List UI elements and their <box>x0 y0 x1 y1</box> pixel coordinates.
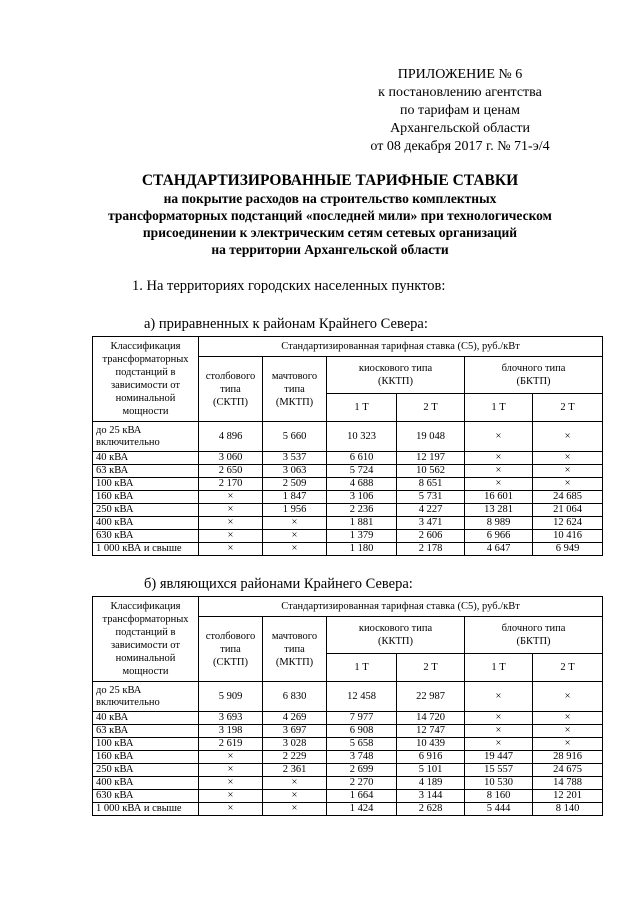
table-row <box>93 764 603 777</box>
rate-cell-bktp2: × <box>533 452 603 465</box>
rate-cell-kktp2: 19 048 <box>397 422 465 452</box>
kiosk-1t-header: 1 Т <box>327 394 397 422</box>
rate-cell-kktp1: 1 379 <box>327 530 397 543</box>
table-a-body <box>93 422 603 556</box>
rate-cell-kktp2: 10 562 <box>397 465 465 478</box>
block-type-label: блочного типа <box>501 623 566 634</box>
mast-type-header <box>263 357 327 422</box>
rate-cell-bktp1: 4 647 <box>465 543 533 556</box>
block-1t-header: 1 Т <box>465 394 533 422</box>
table-b-caption: б) являющихся районами Крайнего Севера: <box>144 576 413 592</box>
power-class-cell: 40 кВА <box>93 712 199 725</box>
pole-type-header <box>199 357 263 422</box>
table-row <box>93 543 603 556</box>
rate-cell-kktp2: 5 101 <box>397 764 465 777</box>
table-row <box>93 452 603 465</box>
kiosk-type-abbr: (ККТП) <box>378 636 413 647</box>
block-type-label: блочного типа <box>501 363 566 374</box>
power-class-cell: 630 кВА <box>93 530 199 543</box>
rate-cell-kktp1: 3 748 <box>327 751 397 764</box>
rate-cell-bktp1: × <box>465 478 533 491</box>
rate-cell-mktp: 4 269 <box>263 712 327 725</box>
table-row <box>93 517 603 530</box>
appendix-header <box>330 66 590 156</box>
rate-cell-bktp1: × <box>465 712 533 725</box>
block-2t-header: 2 Т <box>533 654 603 682</box>
pole-type-abbr: (СКТП) <box>213 396 248 408</box>
rate-cell-sktp: 3 693 <box>199 712 263 725</box>
rate-cell-bktp1: × <box>465 465 533 478</box>
table-b-body <box>93 682 603 816</box>
classification-header: Классификация трансформаторных подстанций в зависимости от номинальной мощности <box>93 337 199 422</box>
rate-cell-kktp2: 2 628 <box>397 803 465 816</box>
block-type-header <box>465 617 603 654</box>
pole-type-abbr: (СКТП) <box>213 656 248 668</box>
block-type-abbr: (БКТП) <box>516 636 551 647</box>
power-class-cell: 1 000 кВА и свыше <box>93 803 199 816</box>
rate-cell-bktp2: 24 675 <box>533 764 603 777</box>
rate-cell-mktp: × <box>263 790 327 803</box>
section-heading: 1. На территориях городских населенных пунктов: <box>132 278 446 294</box>
rate-cell-kktp1: 1 180 <box>327 543 397 556</box>
document-title <box>60 172 600 258</box>
kiosk-2t-header: 2 Т <box>397 654 465 682</box>
table-row <box>93 422 603 452</box>
mast-type-abbr: (МКТП) <box>275 656 314 668</box>
rate-cell-kktp2: 12 747 <box>397 725 465 738</box>
rate-cell-mktp: × <box>263 803 327 816</box>
rate-cell-kktp2: 6 916 <box>397 751 465 764</box>
kiosk-type-label: киоскового типа <box>358 623 433 634</box>
power-class-cell: 63 кВА <box>93 725 199 738</box>
power-class-cell: 250 кВА <box>93 764 199 777</box>
title-line-5: на территории Архангельской области <box>211 242 449 257</box>
rate-cell-kktp1: 12 458 <box>327 682 397 712</box>
rate-cell-bktp2: × <box>533 422 603 452</box>
rate-cell-sktp: 4 896 <box>199 422 263 452</box>
rate-cell-bktp1: 8 989 <box>465 517 533 530</box>
power-class-cell: 630 кВА <box>93 790 199 803</box>
rate-cell-kktp2: 3 144 <box>397 790 465 803</box>
mast-type-abbr: (МКТП) <box>275 396 314 408</box>
rate-cell-mktp: 5 660 <box>263 422 327 452</box>
rate-cell-bktp1: × <box>465 682 533 712</box>
rate-cell-bktp1: 16 601 <box>465 491 533 504</box>
rate-cell-bktp2: 12 624 <box>533 517 603 530</box>
mast-type-label: мачтового типа <box>271 370 318 395</box>
power-class-cell: 63 кВА <box>93 465 199 478</box>
table-a-caption: а) приравненных к районам Крайнего Севера: <box>144 316 428 332</box>
rate-cell-mktp: × <box>263 543 327 556</box>
block-2t-header: 2 Т <box>533 394 603 422</box>
kiosk-1t-header: 1 Т <box>327 654 397 682</box>
rate-cell-kktp1: 6 610 <box>327 452 397 465</box>
power-class-cell: 250 кВА <box>93 504 199 517</box>
rate-cell-bktp1: 8 160 <box>465 790 533 803</box>
rate-cell-mktp: 1 956 <box>263 504 327 517</box>
table-row <box>93 803 603 816</box>
classification-header: Классификация трансформаторных подстанций в зависимости от номинальной мощности <box>93 597 199 682</box>
rate-cell-bktp2: 8 140 <box>533 803 603 816</box>
power-class-cell: до 25 кВА включительно <box>93 422 199 452</box>
rate-cell-sktp: 2 650 <box>199 465 263 478</box>
rate-cell-mktp: × <box>263 530 327 543</box>
rate-cell-mktp: 3 697 <box>263 725 327 738</box>
power-class-cell: 40 кВА <box>93 452 199 465</box>
rate-cell-sktp: × <box>199 517 263 530</box>
rate-cell-kktp2: 4 227 <box>397 504 465 517</box>
rate-header: Стандартизированная тарифная ставка (С5), руб./кВт <box>199 597 603 617</box>
power-class-cell: 1 000 кВА и свыше <box>93 543 199 556</box>
tariff-table-b <box>92 596 603 816</box>
rate-cell-bktp1: × <box>465 452 533 465</box>
table-row <box>93 790 603 803</box>
title-line-1: СТАНДАРТИЗИРОВАННЫЕ ТАРИФНЫЕ СТАВКИ <box>141 172 519 189</box>
title-line-4: присоединении к электрическим сетям сетевых организаций <box>142 225 518 240</box>
rate-cell-sktp: × <box>199 751 263 764</box>
block-1t-header: 1 Т <box>465 654 533 682</box>
rate-cell-mktp: 3 028 <box>263 738 327 751</box>
appendix-line-1: к постановлению агентства <box>378 85 542 100</box>
rate-cell-kktp2: 2 606 <box>397 530 465 543</box>
rate-cell-kktp1: 4 688 <box>327 478 397 491</box>
power-class-cell: 100 кВА <box>93 738 199 751</box>
rate-cell-kktp1: 6 908 <box>327 725 397 738</box>
table-row <box>93 504 603 517</box>
rate-cell-kktp2: 14 720 <box>397 712 465 725</box>
table-row <box>93 682 603 712</box>
title-line-2: на покрытие расходов на строительство комплектных <box>163 191 497 206</box>
rate-cell-kktp2: 2 178 <box>397 543 465 556</box>
rate-cell-sktp: × <box>199 504 263 517</box>
kiosk-type-abbr: (ККТП) <box>378 376 413 387</box>
rate-cell-mktp: 2 361 <box>263 764 327 777</box>
rate-cell-bktp2: 28 916 <box>533 751 603 764</box>
appendix-line-2: по тарифам и ценам <box>400 103 520 118</box>
rate-cell-bktp2: × <box>533 712 603 725</box>
rate-cell-sktp: × <box>199 543 263 556</box>
tariff-table-a <box>92 336 603 556</box>
rate-cell-bktp2: 6 949 <box>533 543 603 556</box>
kiosk-type-header <box>327 617 465 654</box>
rate-cell-sktp: 2 170 <box>199 478 263 491</box>
rate-cell-sktp: 5 909 <box>199 682 263 712</box>
rate-cell-bktp1: 10 530 <box>465 777 533 790</box>
kiosk-2t-header: 2 Т <box>397 394 465 422</box>
rate-cell-bktp2: 10 416 <box>533 530 603 543</box>
rate-cell-sktp: 3 198 <box>199 725 263 738</box>
appendix-line-3: Архангельской области <box>390 121 530 136</box>
rate-cell-bktp2: × <box>533 682 603 712</box>
rate-cell-mktp: × <box>263 777 327 790</box>
rate-cell-kktp1: 1 881 <box>327 517 397 530</box>
rate-cell-kktp2: 4 189 <box>397 777 465 790</box>
title-line-3: трансформаторных подстанций «последней мили» при технологическом <box>108 208 552 223</box>
pole-type-header <box>199 617 263 682</box>
rate-cell-mktp: 2 229 <box>263 751 327 764</box>
rate-cell-kktp1: 7 977 <box>327 712 397 725</box>
rate-cell-bktp2: × <box>533 725 603 738</box>
rate-cell-bktp1: × <box>465 738 533 751</box>
rate-cell-kktp2: 12 197 <box>397 452 465 465</box>
rate-cell-bktp1: × <box>465 725 533 738</box>
rate-cell-bktp1: 19 447 <box>465 751 533 764</box>
power-class-cell: 160 кВА <box>93 491 199 504</box>
appendix-line-4: от 08 декабря 2017 г. № 71-э/4 <box>370 139 550 154</box>
rate-cell-kktp1: 5 724 <box>327 465 397 478</box>
rate-cell-bktp2: × <box>533 478 603 491</box>
block-type-header <box>465 357 603 394</box>
pole-type-label: столбового типа <box>205 630 256 655</box>
rate-cell-sktp: × <box>199 530 263 543</box>
rate-cell-kktp1: 5 658 <box>327 738 397 751</box>
rate-cell-bktp1: 15 557 <box>465 764 533 777</box>
rate-cell-kktp1: 2 699 <box>327 764 397 777</box>
rate-cell-bktp1: 13 281 <box>465 504 533 517</box>
rate-cell-kktp1: 2 270 <box>327 777 397 790</box>
table-row <box>93 751 603 764</box>
rate-cell-mktp: 6 830 <box>263 682 327 712</box>
rate-cell-sktp: × <box>199 777 263 790</box>
rate-cell-bktp1: 6 966 <box>465 530 533 543</box>
rate-cell-kktp1: 3 106 <box>327 491 397 504</box>
table-row <box>93 530 603 543</box>
rate-cell-sktp: × <box>199 764 263 777</box>
rate-cell-sktp: × <box>199 790 263 803</box>
rate-cell-bktp2: × <box>533 465 603 478</box>
rate-cell-mktp: 2 509 <box>263 478 327 491</box>
appendix-title: ПРИЛОЖЕНИЕ № 6 <box>397 67 523 82</box>
block-type-abbr: (БКТП) <box>516 376 551 387</box>
rate-cell-mktp: 1 847 <box>263 491 327 504</box>
table-row <box>93 465 603 478</box>
rate-cell-sktp: 2 619 <box>199 738 263 751</box>
rate-cell-kktp2: 5 731 <box>397 491 465 504</box>
kiosk-type-header <box>327 357 465 394</box>
power-class-cell: 100 кВА <box>93 478 199 491</box>
rate-cell-kktp1: 1 664 <box>327 790 397 803</box>
rate-cell-bktp2: 14 788 <box>533 777 603 790</box>
table-row <box>93 491 603 504</box>
rate-cell-kktp2: 22 987 <box>397 682 465 712</box>
table-row <box>93 478 603 491</box>
rate-cell-bktp2: 12 201 <box>533 790 603 803</box>
rate-cell-kktp2: 3 471 <box>397 517 465 530</box>
rate-cell-kktp1: 1 424 <box>327 803 397 816</box>
table-row <box>93 725 603 738</box>
kiosk-type-label: киоскового типа <box>358 363 433 374</box>
mast-type-header <box>263 617 327 682</box>
mast-type-label: мачтового типа <box>271 630 318 655</box>
table-row <box>93 777 603 790</box>
rate-cell-bktp2: 24 685 <box>533 491 603 504</box>
power-class-cell: 400 кВА <box>93 517 199 530</box>
rate-cell-sktp: × <box>199 803 263 816</box>
rate-cell-bktp1: × <box>465 422 533 452</box>
rate-cell-sktp: 3 060 <box>199 452 263 465</box>
pole-type-label: столбового типа <box>205 370 256 395</box>
rate-cell-kktp2: 8 651 <box>397 478 465 491</box>
rate-cell-bktp1: 5 444 <box>465 803 533 816</box>
rate-cell-mktp: × <box>263 517 327 530</box>
power-class-cell: 160 кВА <box>93 751 199 764</box>
table-row <box>93 712 603 725</box>
rate-cell-bktp2: 21 064 <box>533 504 603 517</box>
power-class-cell: 400 кВА <box>93 777 199 790</box>
rate-header: Стандартизированная тарифная ставка (С5), руб./кВт <box>199 337 603 357</box>
rate-cell-kktp2: 10 439 <box>397 738 465 751</box>
rate-cell-kktp1: 2 236 <box>327 504 397 517</box>
rate-cell-sktp: × <box>199 491 263 504</box>
rate-cell-mktp: 3 063 <box>263 465 327 478</box>
rate-cell-mktp: 3 537 <box>263 452 327 465</box>
power-class-cell: до 25 кВА включительно <box>93 682 199 712</box>
rate-cell-bktp2: × <box>533 738 603 751</box>
table-row <box>93 738 603 751</box>
rate-cell-kktp1: 10 323 <box>327 422 397 452</box>
